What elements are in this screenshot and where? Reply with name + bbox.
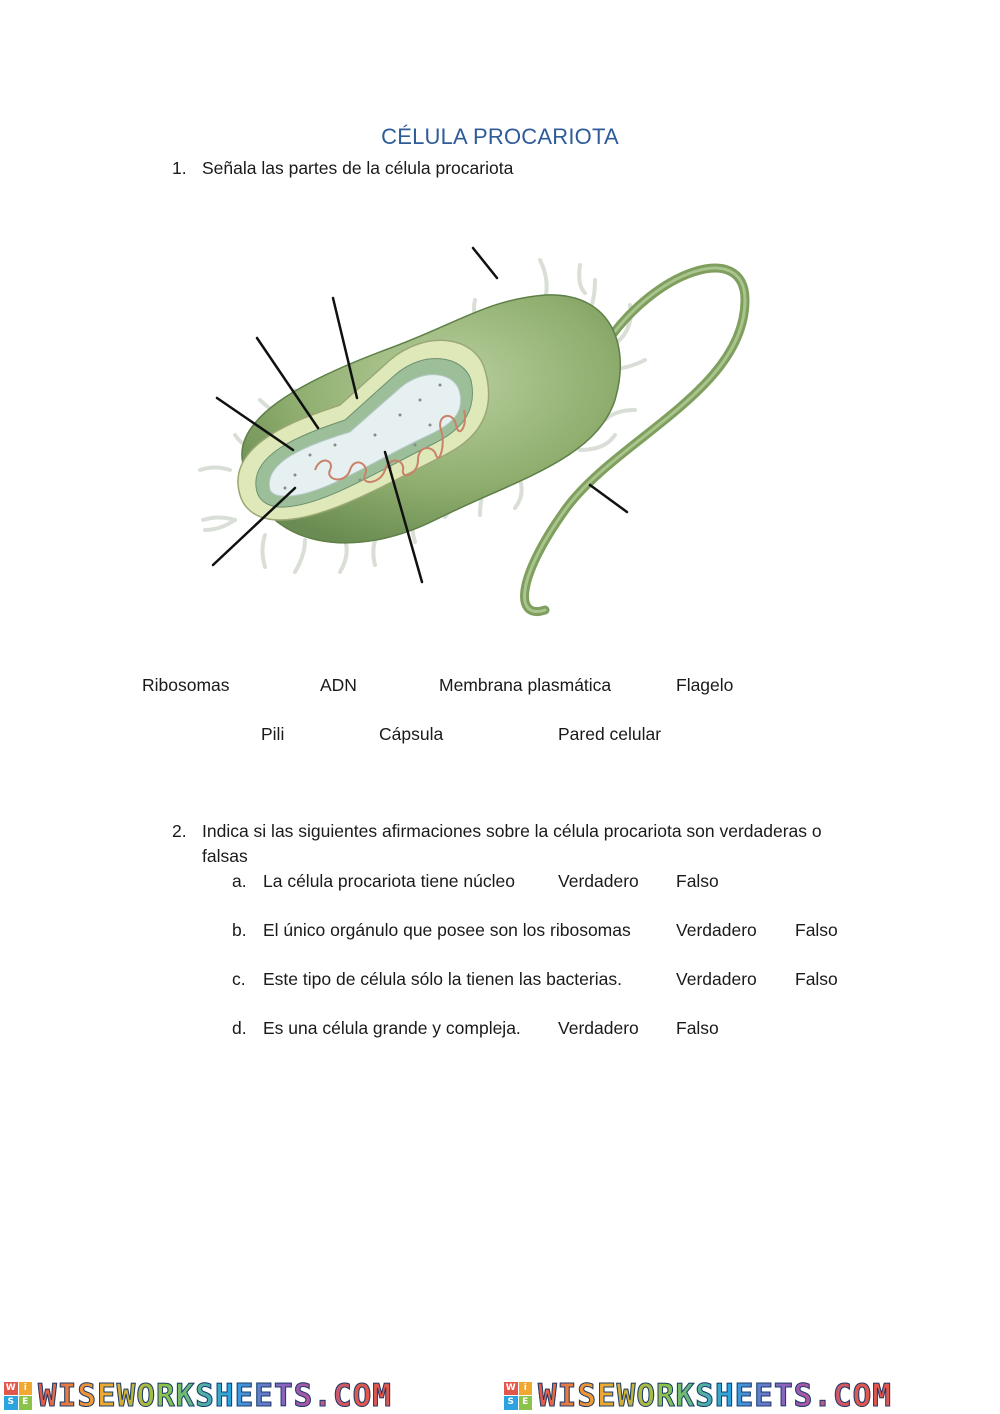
item-c-letter: c. xyxy=(232,969,246,989)
word-flagelo[interactable]: Flagelo xyxy=(676,675,734,695)
question-1-number: 1. xyxy=(172,158,187,178)
logo-cell: E xyxy=(19,1396,33,1410)
word-pili[interactable]: Pili xyxy=(261,724,285,744)
item-b-false-option[interactable]: Falso xyxy=(795,920,838,940)
logo-cell: i xyxy=(19,1382,33,1396)
wiseworksheets-logo-icon xyxy=(4,1382,32,1410)
word-adn[interactable]: ADN xyxy=(320,675,357,695)
item-c-true-option[interactable]: Verdadero xyxy=(676,969,757,989)
item-b-true-option[interactable]: Verdadero xyxy=(676,920,757,940)
logo-cell: i xyxy=(519,1382,533,1396)
word-membrana-plasmatica[interactable]: Membrana plasmática xyxy=(439,675,612,695)
logo-cell: S xyxy=(4,1396,18,1410)
item-b-text: El único orgánulo que posee son los ribosomas xyxy=(263,920,631,940)
logo-cell: E xyxy=(519,1396,533,1410)
footer-brand-1 xyxy=(4,1378,392,1413)
logo-cell: W xyxy=(4,1382,18,1396)
footer-text: WISEWORKSHEETS.COM xyxy=(38,1377,392,1414)
footer-watermark xyxy=(0,1378,1000,1413)
item-a-letter: a. xyxy=(232,871,247,891)
page-title: CÉLULA PROCARIOTA xyxy=(381,124,619,149)
word-ribosomas[interactable]: Ribosomas xyxy=(142,675,230,695)
word-capsula[interactable]: Cápsula xyxy=(379,724,444,744)
question-2-text-line2: falsas xyxy=(202,846,248,866)
item-c-text: Este tipo de célula sólo la tienen las bacterias. xyxy=(263,969,622,989)
item-d-text: Es una célula grande y compleja. xyxy=(263,1018,521,1038)
item-b-letter: b. xyxy=(232,920,247,940)
item-d-letter: d. xyxy=(232,1018,247,1038)
footer-brand-2 xyxy=(504,1378,892,1413)
prokaryotic-cell-diagram xyxy=(185,240,765,635)
question-1-text: Señala las partes de la célula procariota xyxy=(202,158,514,178)
question-2-number: 2. xyxy=(172,821,187,841)
item-a-false-option[interactable]: Falso xyxy=(676,871,719,891)
word-pared-celular[interactable]: Pared celular xyxy=(558,724,662,744)
logo-cell: W xyxy=(504,1382,518,1396)
item-d-true-option[interactable]: Verdadero xyxy=(558,1018,639,1038)
logo-cell: S xyxy=(504,1396,518,1410)
item-d-false-option[interactable]: Falso xyxy=(676,1018,719,1038)
item-a-text: La célula procariota tiene núcleo xyxy=(263,871,515,891)
item-a-true-option[interactable]: Verdadero xyxy=(558,871,639,891)
footer-text: WISEWORKSHEETS.COM xyxy=(538,1377,892,1414)
wiseworksheets-logo-icon xyxy=(504,1382,532,1410)
question-2-text-line1: Indica si las siguientes afirmaciones sobre la célula procariota son verdaderas o xyxy=(202,821,822,841)
item-c-false-option[interactable]: Falso xyxy=(795,969,838,989)
